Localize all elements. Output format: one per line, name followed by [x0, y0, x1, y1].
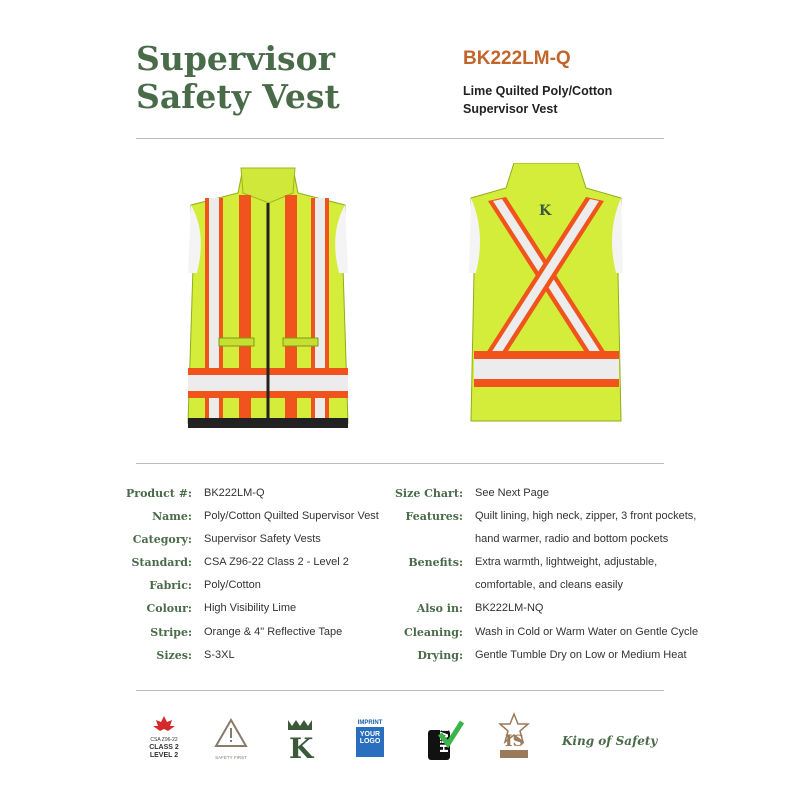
spec-value: hand warmer, radio and bottom pockets [475, 533, 669, 545]
spec-label: Fabric: [149, 579, 192, 592]
imprint-your: YOUR [359, 731, 381, 738]
spec-value: Poly/Cotton [204, 579, 261, 591]
crown-k-icon [284, 718, 316, 760]
divider-bottom [136, 690, 664, 691]
hivis-logo [426, 718, 464, 762]
spec-label: Standard: [131, 556, 192, 569]
certification-logos [136, 712, 664, 772]
spec-label: Product #: [126, 487, 192, 500]
divider-top [136, 138, 664, 139]
spec-label: Name: [152, 510, 192, 523]
csa-text-2: CLASS 2 [149, 744, 179, 751]
spec-label: Features: [405, 510, 463, 523]
page-title: Supervisor Safety Vest [136, 39, 340, 116]
spec-label: Drying: [417, 649, 463, 662]
spec-label: Size Chart: [394, 487, 463, 500]
spec-value: S-3XL [204, 649, 235, 661]
spec-label: Colour: [146, 602, 192, 615]
imprint-logo [354, 720, 386, 764]
svg-text:IS: IS [505, 731, 525, 750]
vest-back-image [466, 163, 626, 428]
svg-text:HiVis: HiVis [438, 721, 451, 753]
maple-leaf-icon [144, 716, 184, 734]
spec-label: Category: [132, 533, 192, 546]
divider-middle [136, 463, 664, 464]
safety-first-text: SAFETY FIRST [215, 755, 247, 760]
spec-label: Cleaning: [404, 626, 463, 639]
spec-value: Extra warmth, lightweight, adjustable, [475, 556, 658, 568]
csa-logo [144, 716, 184, 766]
spec-label: Benefits: [408, 556, 463, 569]
spec-value: BK222LM-NQ [475, 602, 544, 614]
imprint-text: IMPRINT [357, 720, 383, 726]
star-badge-icon [496, 712, 532, 762]
imprint-logo-text: LOGO [359, 738, 381, 745]
csa-text-1: CSA Z96-22 [150, 737, 178, 743]
spec-value: Poly/Cotton Quilted Supervisor Vest [204, 510, 379, 522]
spec-value: See Next Page [475, 487, 549, 499]
svg-text:K: K [289, 732, 314, 760]
hivis-check-icon [426, 718, 464, 762]
product-sku: BK222LM-Q [463, 48, 571, 69]
spec-value: comfortable, and cleans easily [475, 579, 623, 591]
industry-standard-logo [496, 712, 532, 762]
spec-value: Supervisor Safety Vests [204, 533, 321, 545]
vest-front-image [183, 163, 353, 438]
spec-label: Also in: [416, 602, 463, 615]
spec-label: Sizes: [156, 649, 192, 662]
king-of-safety-wordmark: King of Safety [562, 734, 658, 748]
spec-value: Gentle Tumble Dry on Low or Medium Heat [475, 649, 687, 661]
csa-text-3: LEVEL 2 [149, 752, 179, 759]
king-k-logo [284, 718, 316, 760]
warning-triangle-icon [214, 718, 248, 748]
spec-value: CSA Z96-22 Class 2 - Level 2 [204, 556, 349, 568]
spec-value: BK222LM-Q [204, 487, 265, 499]
spec-label: Stripe: [150, 626, 192, 639]
spec-value: High Visibility Lime [204, 602, 297, 614]
safety-first-logo [214, 718, 248, 766]
product-subtitle: Lime Quilted Poly/Cotton Supervisor Vest [463, 84, 613, 116]
spec-value: Quilt lining, high neck, zipper, 3 front pockets, [475, 510, 697, 522]
spec-value: Wash in Cold or Warm Water on Gentle Cycle [475, 626, 699, 638]
imprint-box [356, 727, 384, 757]
svg-text:K: K [539, 203, 552, 219]
spec-value: Orange & 4" Reflective Tape [204, 626, 343, 638]
